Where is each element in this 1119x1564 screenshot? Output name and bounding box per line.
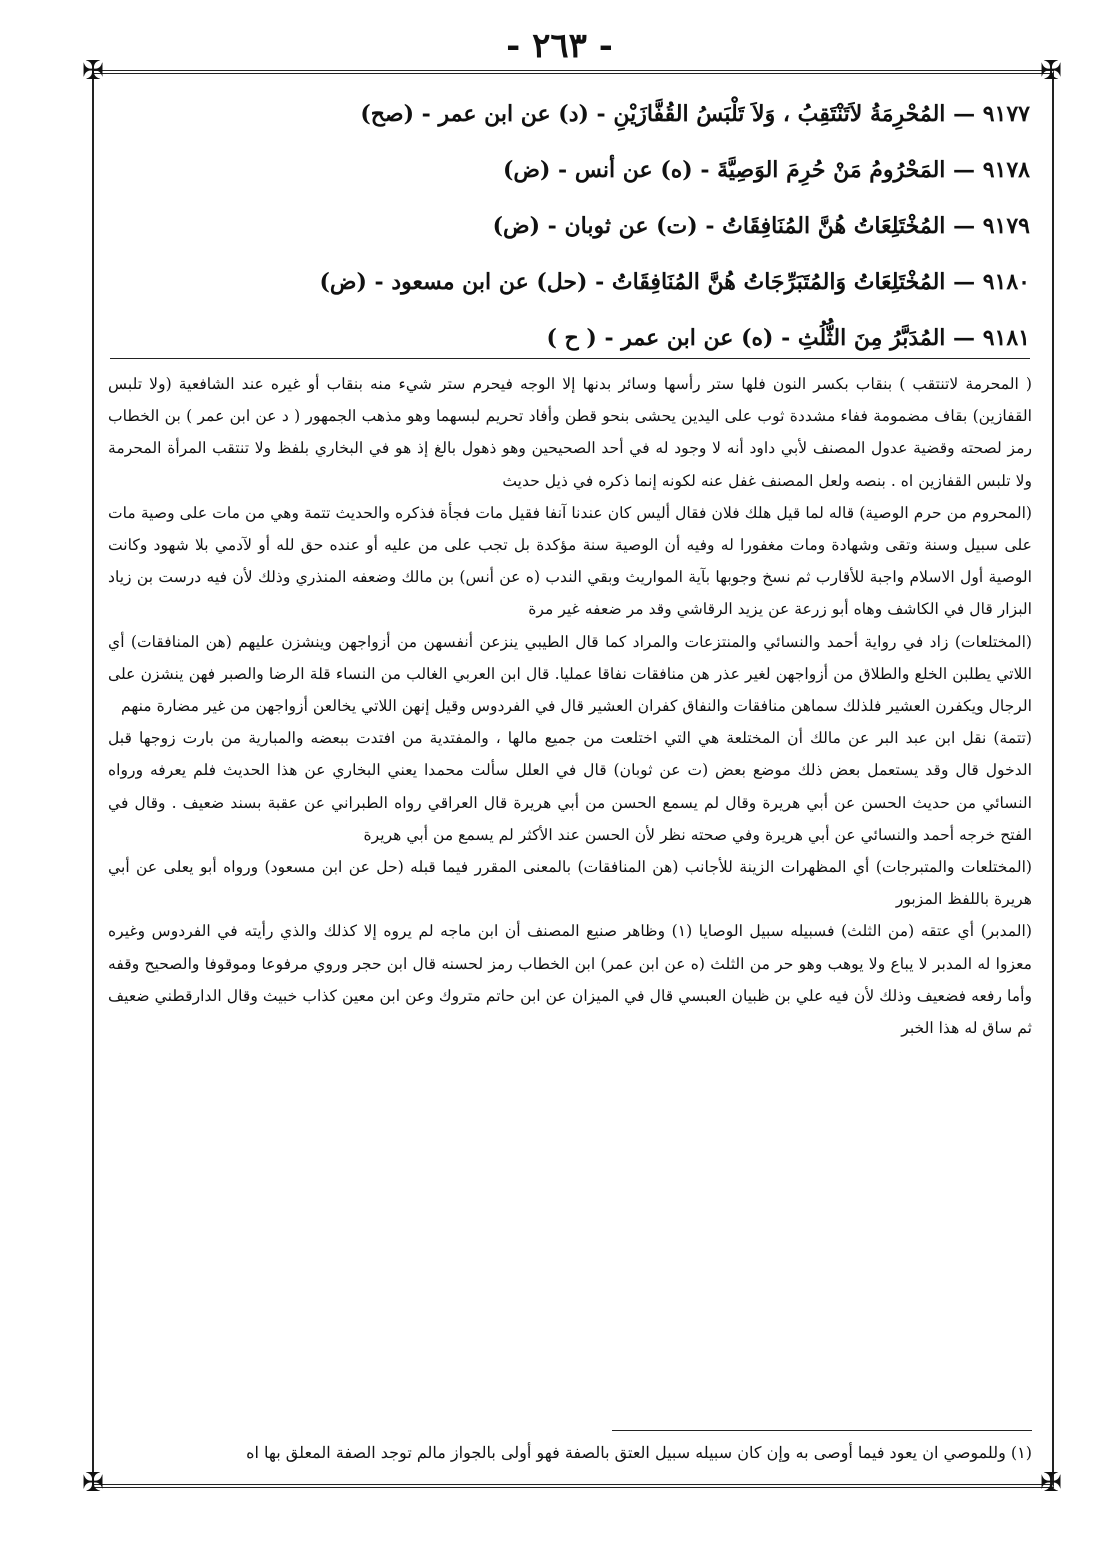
hadith-line: ٩١٨٠ — المُخْتَلِعَاتُ وَالمُتَبَرِّجَاتُ هُنَّ المُنَافِقَاتُ - (حل) عن ابن مسعود - (ض) [319,269,1030,295]
hadith-list [110,86,1030,366]
commentary-paragraph: (المختلعات والمتبرجات) أي المظهرات الزينة للأجانب (هن المنافقات) بالمعنى المقرر فيما قبله (حل عن ابن مسعود) ورواه أبو يعلى عن أبي هريرة باللفظ المزبور [108,858,1032,909]
commentary-paragraph: ( المحرمة لاتنتقب ) بنقاب بكسر النون فلها ستر رأسها وسائر بدنها إلا الوجه فيحرم ستر شيء منه بنقاب أو غيره عند الشافعية (ولا تلبس القفازين) بقاف مضمومة ففاء مشددة ثوب على اليدين يحشى بنحو قطن وأفاد تحريم لبسهما وهو مذهب الجمهور ( د عن ابن عمر ) بن الخطاب رمز لصحته وقضية عدول المصنف لأبي داود أنه لا وجود له في أحد الصحيحين وهو ذهول بالغ إذ هو في البخاري بلفظ ولا تنتقب المرأة المحرمة ولا تلبس القفازين اه . بنصه ولعل المصنف غفل عنه لكونه إنما ذكره في ذيل حديث [108,375,1032,490]
hadith-line: ٩١٧٨ — المَحْرُومُ مَنْ حُرِمَ الوَصِيَّةَ - (ه) عن أنس - (ض) [502,157,1030,183]
section-divider [110,358,1030,359]
corner-ornament-icon: ✠ [82,56,104,86]
footnote-rule [612,1430,1032,1431]
page-number: - ٢٦٣ - [506,26,613,66]
corner-ornament-icon: ✠ [1040,56,1062,86]
hadith-line: ٩١٨١ — المُدَبَّرُ مِنَ الثُّلُثِ - (ه) عن ابن عمر - ( ح ) [546,325,1030,351]
commentary-paragraph: (المختلعات) زاد في رواية أحمد والنسائي والمنتزعات والمراد كما قال الطيبي ينزعن أنفسهن من أزواجهن وينشزن عليهم (هن المنافقات) أي اللاتي يطلبن الخلع والطلاق من أزواجهن لغير عذر هن منافقات نفاقا عمليا. قال ابن العربي الغالب من النساء قلة الرضا والصبر فهن ينشزن على الرجال ويكفرن العشير فلذلك سماهن منافقات والنفاق كفران العشير قال في الفردوس وقيل إنهن اللاتي يخالعن أزواجهن من غير مضارة منهم [108,632,1032,716]
commentary-paragraph: (تتمة) نقل ابن عبد البر عن مالك أن المختلعة هي التي اختلعت من جميع مالها ، والمفتدية من افتدت ببعضه والمبارية من بارت زوجها قبل الدخول قال وقد يستعمل بعض ذلك موضع بعض (ت عن ثوبان) قال في العلل سألت محمدا يعني البخاري عن هذا الحديث فلم يعرفه ورواه النسائي من حديث الحسن عن أبي هريرة وقال لم يسمع الحسن من أبي هريرة قال العراقي رواه الطبراني عن عقبة بسند ضعيف . وقال في الفتح خرجه أحمد والنسائي عن أبي هريرة وفي صحته نظر لأن الحسن عند الأكثر لم يسمع من أبي هريرة [108,729,1032,844]
hadith-line: ٩١٧٩ — المُخْتَلِعَاتُ هُنَّ المُنَافِقَاتُ - (ت) عن ثوبان - (ض) [492,213,1030,239]
commentary [108,368,1032,1044]
commentary-paragraph: (المدبر) أي عتقه (من الثلث) فسبيله سبيل الوصايا (١) وظاهر صنيع المصنف أن ابن ماجه لم يروه إلا كذلك والذي رأيته في الفردوس وغيره معزوا له المدبر لا يباع ولا يوهب وهو حر من الثلث (ه عن ابن عمر) ابن الخطاب رمز لحسنه قال ابن حجر وروي مرفوعا وموقوفا والصحيح وقفه وأما رفعه فضعيف وذلك لأن فيه علي بن ظبيان العبسي قال في الميزان عن ابن حاتم متروك وعن ابن معين كذاب خبيث وقال الدارقطني ضعيف ثم ساق له هذا الخبر [108,922,1032,1038]
corner-ornament-icon: ✠ [82,1468,104,1498]
hadith-line: ٩١٧٧ — المُحْرِمَةُ لاَتَنْتَقِبُ ، وَلاَ تَلْبَسُ القُفَّازَيْنِ - (د) عن ابن عمر - (صح) [360,101,1030,127]
corner-ornament-icon: ✠ [1040,1468,1062,1498]
footnote: (١) وللموصي ان يعود فيما أوصى به وإن كان سبيله سبيل العتق بالصفة فهو أولى بالجواز مالم توجد الصفة المعلق بها اه [246,1443,1032,1462]
commentary-paragraph: (المحروم من حرم الوصية) قاله لما قيل هلك فلان فقال أليس كان عندنا آنفا فقيل مات فجأة فذكره والحديث تتمة وهي من مات على وصية مات على سبيل وسنة وتقى وشهادة ومات مغفورا له وفيه أن الوصية سنة مؤكدة بل تجب على من عليه أو عنده حق لله أو لآدمي بلا شهود وكانت الوصية أول الاسلام واجبة للأقارب ثم نسخ وجوبها بآية المواريث وبقي الندب (ه عن أنس) بن مالك وضعفه المنذري وذلك لأن فيه درست بن زياد البزار قال في الكاشف وهاه أبو زرعة عن يزيد الرقاشي وقد مر ضعفه غير مرة [108,503,1032,619]
